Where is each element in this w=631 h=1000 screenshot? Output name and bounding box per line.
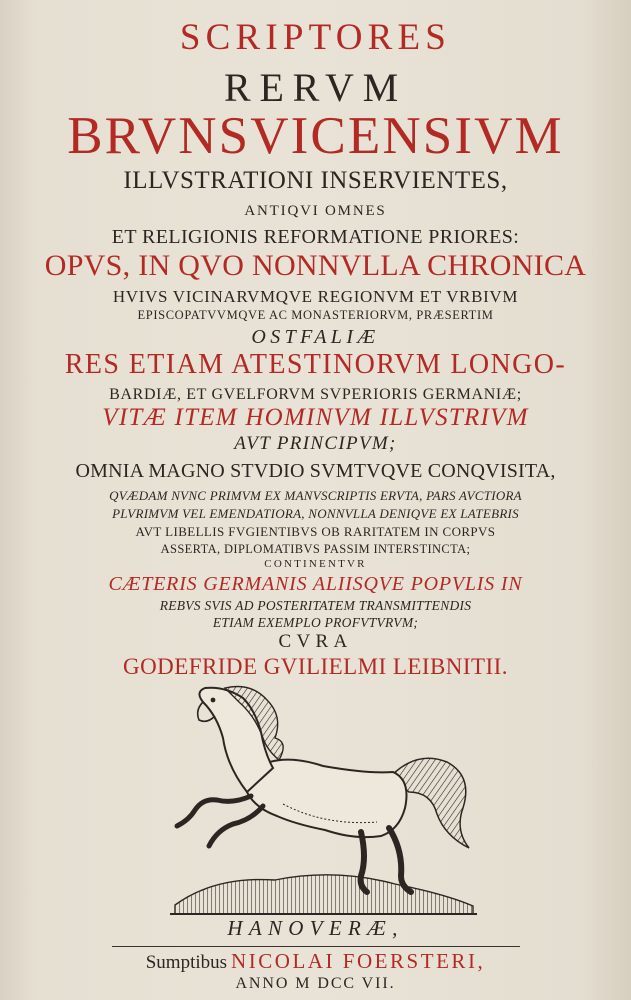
title-line-avt-principvm: AVT PRINCIPVM; bbox=[234, 433, 397, 454]
title-line-episcopatvvm: EPISCOPATVVMQVE AC MONASTERIORVM, PRÆSERTIM bbox=[137, 308, 494, 322]
title-line-hvivs: HVIVS VICINARVMQVE REGIONVM ET VRBIVM bbox=[112, 287, 519, 306]
title-line-bardiae: BARDIÆ, ET GVELFORVM SVPERIORIS GERMANIÆ; bbox=[109, 386, 522, 403]
title-line-religionis: ET RELIGIONIS REFORMATIONE PRIORES: bbox=[111, 226, 520, 248]
title-line-avt-libellis: AVT LIBELLIS FVGIENTIBVS OB RARITATEM IN CORPVS bbox=[135, 524, 496, 539]
title-line-res-etiam: RES ETIAM ATESTINORVM LONGO- bbox=[64, 349, 567, 380]
imprint-year: ANNO M DCC VII. bbox=[235, 975, 396, 992]
title-line-antiqvi: ANTIQVI OMNES bbox=[244, 203, 387, 219]
title-line-continentvr: CONTINENTVR bbox=[264, 558, 367, 570]
title-line-leibnitii: GODEFRIDE GVILIELMI LEIBNITII. bbox=[123, 654, 508, 679]
title-line-rebvs: REBVS SVIS AD POSTERITATEM TRANSMITTENDIS bbox=[159, 598, 472, 613]
title-line-caeteris: CÆTERIS GERMANIS ALIISQVE POPVLIS IN bbox=[108, 573, 523, 595]
title-line-rervm: RERVM bbox=[223, 65, 408, 110]
title-line-brvnsvicensivm: BRVNSVICENSIVM bbox=[67, 107, 564, 165]
imprint-publisher-line bbox=[0, 949, 631, 974]
title-line-qvaedam: QVÆDAM NVNC PRIMVM EX MANVSCRIPTIS ERVTA, PARS AVCTIORA bbox=[109, 488, 522, 503]
imprint-sumptibus: Sumptibus bbox=[145, 952, 228, 973]
title-line-vitae: VITÆ ITEM HOMINVM ILLVSTRIVM bbox=[102, 404, 529, 431]
title-line-opvs: OPVS, IN QVO NONNVLLA CHRONICA bbox=[44, 249, 587, 282]
title-line-illvstrationi: ILLVSTRATIONI INSERVIENTES, bbox=[123, 167, 508, 194]
title-line-plvrimvm: PLVRIMVM VEL EMENDATIORA, NONNVLLA DENIQVE EX LATEBRIS bbox=[112, 506, 519, 521]
imprint-publisher: NICOLAI FOERSTERI, bbox=[231, 949, 486, 973]
title-line-asserta: ASSERTA, DIPLOMATIBVS PASSIM INTERSTINCTA; bbox=[160, 542, 471, 556]
title-line-omnia: OMNIA MAGNO STVDIO SVMTVQVE CONQVISITA, bbox=[75, 460, 556, 482]
title-line-cvra: CVRA bbox=[278, 631, 353, 652]
title-line-ostfaliae: OSTFALIÆ bbox=[251, 326, 380, 348]
title-line-scriptores: SCRIPTORES bbox=[179, 17, 452, 58]
imprint-rule bbox=[112, 946, 520, 947]
rearing-horse-woodcut bbox=[155, 680, 495, 920]
imprint-city: HANOVERÆ, bbox=[227, 916, 404, 940]
title-line-etiam-exemplo: ETIAM EXEMPLO PROFVTVRVM; bbox=[212, 615, 419, 630]
